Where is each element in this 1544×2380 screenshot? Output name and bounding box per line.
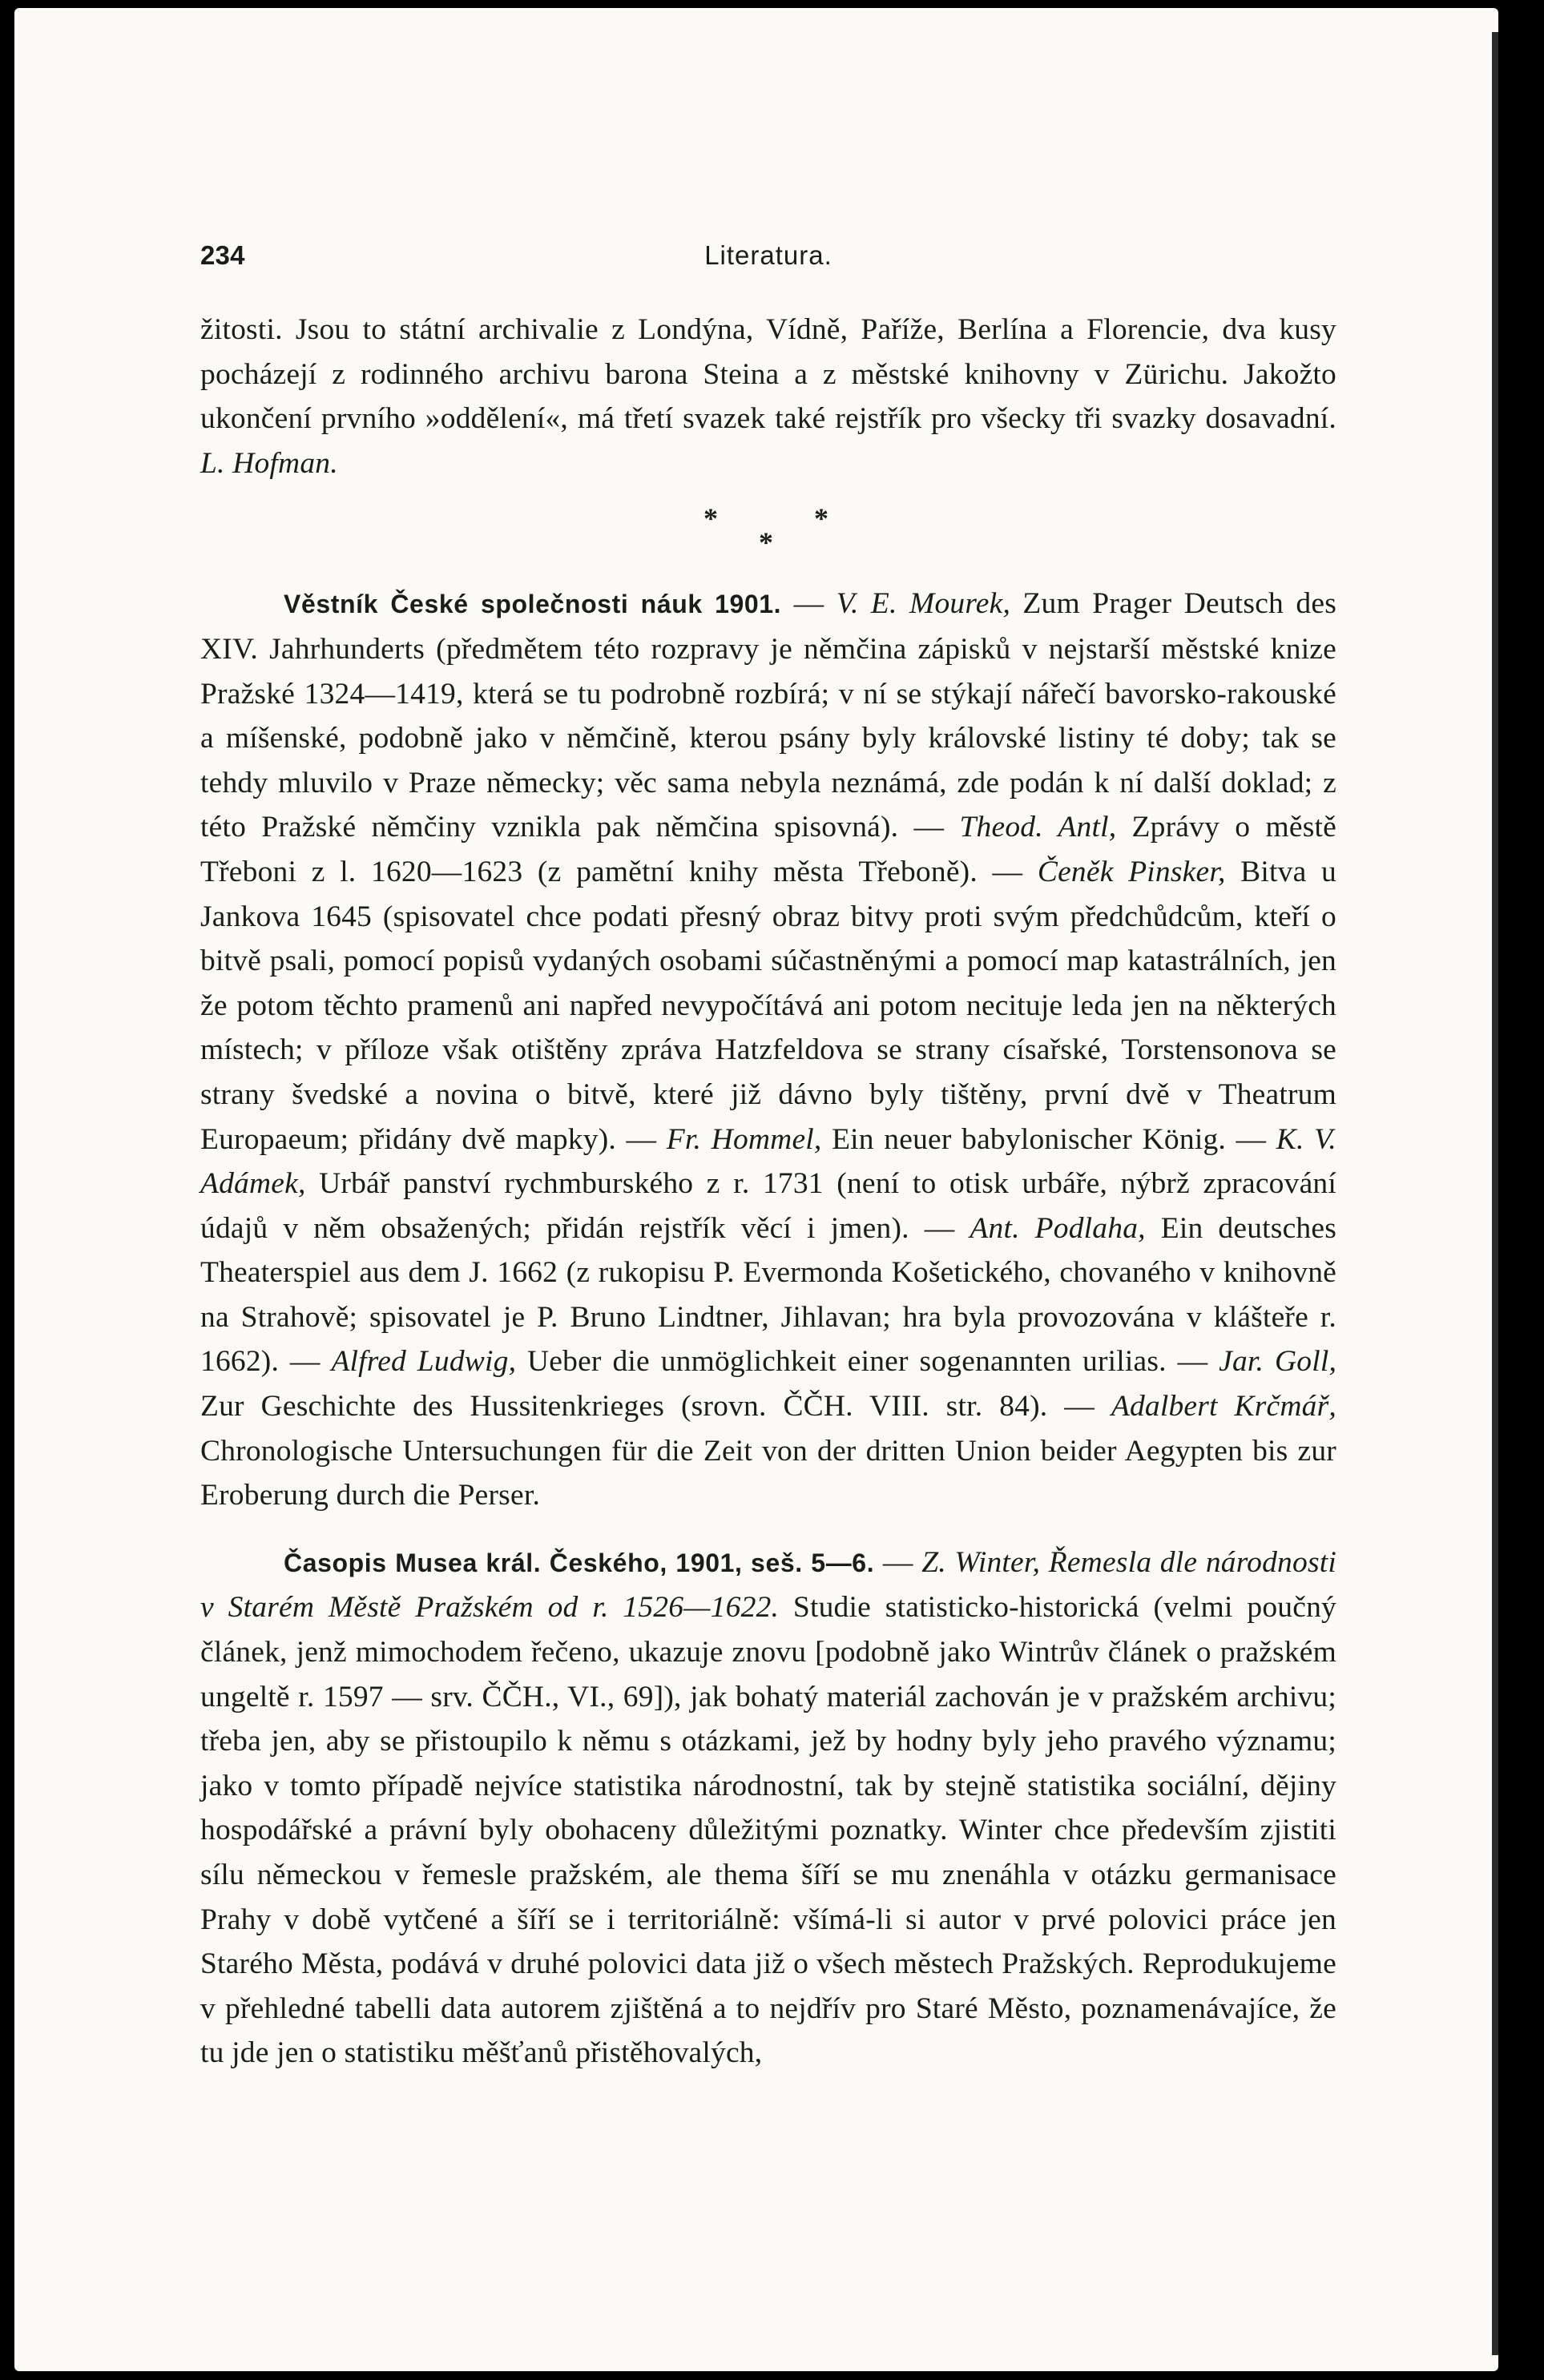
author-name: Fr. Hommel, [666, 1122, 822, 1156]
reviewer-signature: L. Hofman. [200, 446, 338, 480]
text-run: Ueber die unmöglichkeit einer sogenannten urilias. — [516, 1345, 1219, 1379]
author-name: V. E. Mourek, [836, 587, 1011, 621]
text-run: Zum Prager Deutsch des XIV. Jahrhunderts (předmětem této rozpravy je němčina zápisků v nejstarší městské knize Pražské 1324—1419, která se tu podrobně rozbírá; v ní se stýkají nářečí bavorsko-rakouské a míšenské, podobně jako v němčině, kterou psány byly královské listiny té doby; tak se tehdy mluvilo v Praze německy; věc sama nebyla neznámá, zde podán k ní další doklad; z této Pražské němčiny vznikla pak němčina spisovná). — [200, 587, 1336, 844]
text-run: — [874, 1545, 922, 1579]
text-run: Bitva u Jankova 1645 (spisovatel chce podati přesný obraz bitvy proti svým předchůdcům, kteří o bitvě psali, pomocí popisů vydaných osobami súčastněnými a pomocí map katastrálních, jen že potom těchto pramenů ani napřed nevypočítává ani potom necituje leda jen na některých místech; v příloze však otištěny zpráva Hatzfeldova se strany císařské, Torstensonova se strany švedské a novina o bitvě, které již dávno byly tištěny, první dvě v Theatrum Europaeum; přidány dvě mapky). — [200, 855, 1336, 1156]
text-run: Zprávy o městě Třeboni z l. 1620—1623 (z pamětní knihy města Třeboně). — [200, 811, 1336, 888]
paragraph-casopis [200, 1540, 1336, 2076]
asterisk-1: * [703, 502, 719, 535]
text-run: Urbář panství rychmburského z r. 1731 (není to otisk urbáře, nýbrž zpracování údajů v něm obsažených; přidán rejstřík věcí i jmen). — [200, 1167, 1336, 1245]
author-name: Ant. Podlaha, [970, 1211, 1146, 1245]
paragraph-continuation [200, 308, 1336, 485]
text-run: Ein neuer babylonischer König. — [821, 1122, 1276, 1156]
text-run: Zur Geschichte des Hussitenkrieges (srovn. ČČH. VIII. str. 84). — [200, 1390, 1111, 1424]
section-asterism [200, 485, 1336, 582]
author-name: Jar. Goll, [1219, 1345, 1337, 1379]
author-name: Alfred Ludwig, [331, 1345, 517, 1379]
text-run: — [781, 587, 837, 621]
author-name: K. V. Adámek, [200, 1122, 1336, 1201]
paragraph-text: žitosti. Jsou to státní archivalie z Londýna, Vídně, Paříže, Berlína a Florencie, dva kusy pocházejí z rodinného archivu barona Steina a z městské knihovny v Zürichu. Jakožto ukončení prvního »oddělení«, má třetí svazek také rejstřík pro všecky tři svazky dosavadní. [200, 313, 1336, 436]
article-title: Řemesla dle národnosti v Starém Městě Pražském od r. 1526—1622. [200, 1545, 1336, 1625]
paragraph-vestnik [200, 582, 1336, 1517]
asterisk-3: * [759, 526, 774, 559]
author-name: Čeněk Pinsker, [1037, 855, 1226, 888]
author-name: Theod. Antl, [959, 811, 1117, 844]
page-number: 234 [200, 240, 245, 270]
page-header [200, 232, 1336, 279]
text-run: Chronologische Untersuchungen für die Zeit von der dritten Union beider Aegypten bis zur Eroberung durch die Perser. [200, 1434, 1336, 1512]
page-content [200, 232, 1336, 2076]
author-name: Adalbert Krčmář, [1111, 1390, 1337, 1424]
asterisk-2: * [814, 502, 829, 535]
text-run: Ein deutsches Theaterspiel aus dem J. 1662 (z rukopisu P. Evermonda Košetického, chovaného v knihovně na Strahově; spisovatel je P. Bruno Lindtner, Jihlavan; hra byla provozována v klášteře r. 1662). — [200, 1211, 1336, 1379]
author-name: Z. Winter, [921, 1545, 1041, 1579]
scan-border [1498, 0, 1544, 2380]
source-title: Časopis Musea král. Českého, 1901, seš. 5—6. [284, 1548, 875, 1577]
text-run: Studie statisticko-historická (velmi poučný článek, jenž mimochodem řečeno, ukazuje znovu [podobně jako Wintrův článek o pražském ungeltě r. 1597 — srv. ČČH., VI., 69]), jak bohatý materiál zachován je v pražském archivu; třeba jen, aby se přistoupilo k němu s otázkami, jež by hodny byly jeho pravého významu; jako v tomto případě nejvíce statistika národnostní, tak by stejně statistika sociální, dějiny hospodářské a právní byly obohaceny důležitými poznatky. Winter chce především zjistiti sílu německou v řemesle pražském, ale thema šíří se mu znenáhla v otázku germanisace Prahy v době vytčené a šíří se i territoriálně: všímá-li si autor v prvé polovici práce jen Starého Města, podává v druhé polovici data již o všech městech Pražských. Reprodukujeme v přehledné tabelli data autorem zjištěná a to nejdřív pro Staré Město, poznamenávajíce, že tu jde jen o statistiku měšťanů přistěhovalých, [200, 1591, 1336, 2070]
book-page [14, 8, 1498, 2371]
running-title: Literatura. [704, 240, 832, 270]
source-title: Věstník České společnosti náuk 1901. [284, 590, 782, 619]
